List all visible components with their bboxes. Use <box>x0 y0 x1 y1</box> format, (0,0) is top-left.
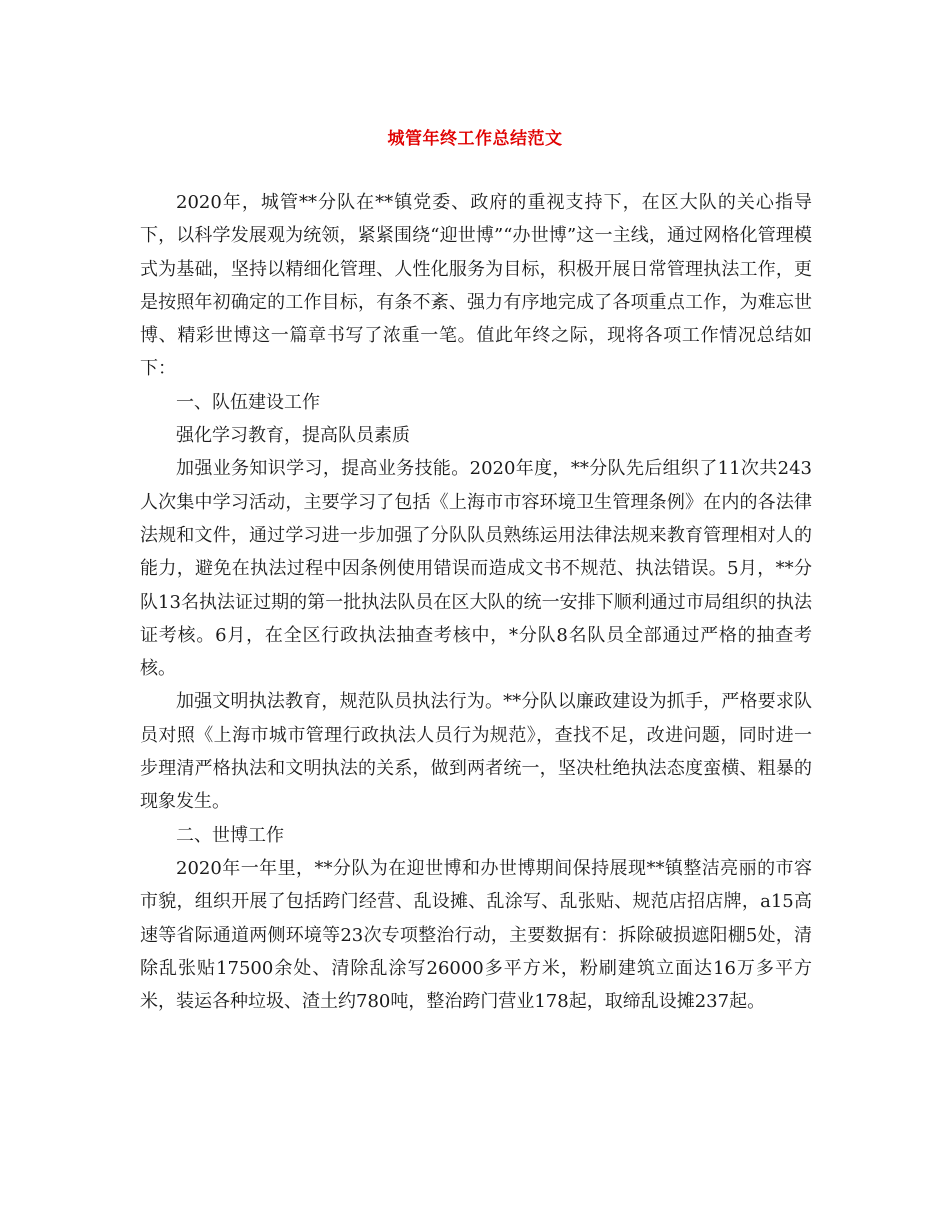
document-title: 城管年终工作总结范文 <box>387 129 563 149</box>
section-heading-expo: 二、世博工作 <box>176 824 284 846</box>
intro-paragraph: 2020年，城管**分队在**镇党委、政府的重视支持下，在区大队的关心指导下，以科学发展观为统领，紧紧围绕“迎世博”“办世博”这一主线，通过网格化管理模式为基础，坚持以精细化管理、人性化服务为目标，积极开展日常管理执法工作，更是按照年初确定的工作目标，有条不紊、强力有序地完成了各项重点工作，为难忘世博、精彩世博这一篇章书写了浓重一笔。值此年终之际，现将各项工作情况总结如下： <box>140 192 812 380</box>
paragraph-civil-enforcement: 加强文明执法教育，规范队员执法行为。**分队以廉政建设为抓手，严格要求队员对照《上海市城市管理行政执法人员行为规范》，查找不足，改进问题，同时进一步理清严格执法和文明执法的关系，做到两者统一，坚决杜绝执法态度蛮横、粗暴的现象发生。 <box>140 691 812 813</box>
paragraph-business-study: 加强业务知识学习，提高业务技能。2020年度，**分队先后组织了11次共243人次集中学习活动，主要学习了包括《上海市市容环境卫生管理条例》在内的各法律法规和文件，通过学习进一步加强了分队队员熟练运用法律法规来教育管理相对人的能力，避免在执法过程中因条例使用错误而造成文书不规范、执法错误。5月，**分队13名执法证过期的第一批执法队员在区大队的统一安排下顺利通过市局组织的执法证考核。6月，在全区行政执法抽查考核中，*分队8名队员全部通过严格的抽查考核。 <box>140 458 812 680</box>
document-body <box>140 186 812 1018</box>
section-heading-team-building: 一、队伍建设工作 <box>176 391 320 413</box>
subheading-study-education: 强化学习教育，提高队员素质 <box>176 425 410 447</box>
paragraph-expo-work: 2020年一年里，**分队为在迎世博和办世博期间保持展现**镇整洁亮丽的市容市貌，组织开展了包括跨门经营、乱设摊、乱涂写、乱张贴、规范店招店牌，a15高速等省际通道两侧环境等23次专项整治行动，主要数据有：拆除破损遮阳棚5处，清除乱张贴17500余处、清除乱涂写26000多平方米，粉刷建筑立面达16万多平方米，装运各种垃圾、渣土约780吨，整治跨门营业178起，取缔乱设摊237起。 <box>140 857 812 1013</box>
